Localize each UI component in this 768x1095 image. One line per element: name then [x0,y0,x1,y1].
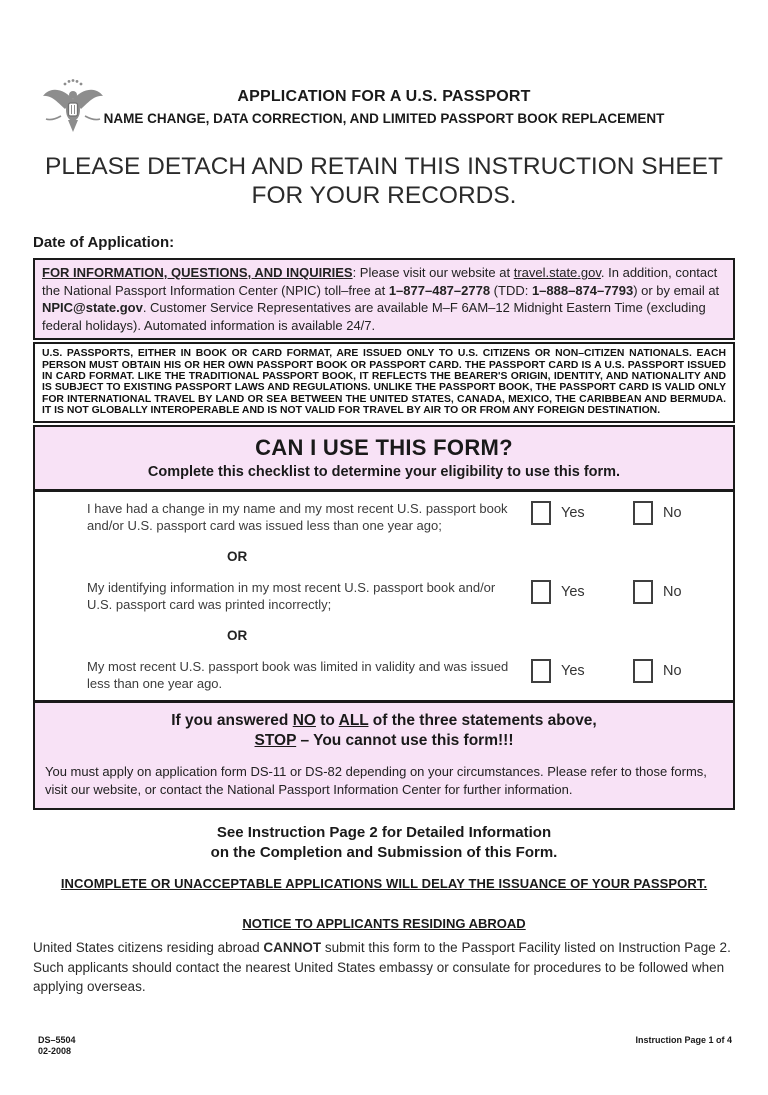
see-instruction-line1: See Instruction Page 2 for Detailed Information [216,824,552,842]
detach-heading-line1: PLEASE DETACH AND RETAIN THIS INSTRUCTION SHEET [45,153,723,180]
stop-text: If you answered [171,712,293,730]
info-text: (TDD: [490,282,532,298]
choices [531,580,713,604]
see-instruction-heading [33,823,735,863]
abroad-text: United States citizens residing abroad [33,940,264,956]
no-label: No [663,584,682,601]
alternate-forms-note: You must apply on application form DS-11 or DS-82 depending on your circumstances. Please refer to those forms, visit our website, or contact the National Passport Information Center for further information. [45,764,707,798]
no-word: NO [292,712,316,730]
form-identifier [38,1035,76,1057]
yes-choice [531,501,619,525]
statement-limited-validity: My most recent U.S. passport book was limited in validity and was issued less than one year ago. [87,659,509,692]
stop-heading-line2 [45,731,723,751]
eligibility-title: CAN I USE THIS FORM? [255,435,513,461]
yes-checkbox[interactable] [531,580,551,604]
yes-checkbox[interactable] [531,501,551,525]
no-label: No [663,505,682,522]
no-checkbox[interactable] [633,580,653,604]
eligibility-subtitle: Complete this checklist to determine your eligibility to use this form. [147,464,621,481]
choices [531,659,713,683]
no-choice [633,501,713,525]
all-word: ALL [338,712,369,730]
abroad-notice-paragraph [33,938,735,997]
info-text: . Customer Service Representatives are available M–F 6AM–12 Midnight Eastern Time (excluding federal holidays). Automated information is available 24/7. [42,300,706,333]
no-choice [633,659,713,683]
stop-heading [45,711,723,750]
form-subtitle: NAME CHANGE, DATA CORRECTION, AND LIMITED PASSPORT BOOK REPLACEMENT [103,111,665,126]
phone-toll-free: 1–877–487–2778 [388,282,491,298]
eligibility-header [35,427,733,492]
yes-checkbox[interactable] [531,659,551,683]
stop-text: – You cannot use this form!!! [296,731,514,749]
detach-heading-line2: FOR YOUR RECORDS. [251,182,517,209]
checklist-row [87,658,713,692]
page-footer [38,1035,732,1057]
yes-label: Yes [561,584,585,601]
instruction-sheet [33,74,735,997]
info-lead: FOR INFORMATION, QUESTIONS, AND INQUIRIES [42,265,353,280]
contact-info-box [33,258,735,340]
stop-box [35,703,733,808]
passport-format-notice: U.S. PASSPORTS, EITHER IN BOOK OR CARD FORMAT, ARE ISSUED ONLY TO U.S. CITIZENS OR NON–CITIZEN NATIONALS. EACH PERSON MUST OBTAIN HIS OR HER OWN PASSPORT BOOK OR PASSPORT CARD. THE PASSPORT CARD IS A U.S. PASSPORT ISSUED IN CARD FORMAT. LIKE THE TRADITIONAL PASSPORT BOOK, IT REFLECTS THE BEARER'S ORIGIN, IDENTITY, AND NATIONALITY AND IS SUBJECT TO EXISTING PASSPORT LAWS AND REGULATIONS. UNLIKE THE PASSPORT BOOK, THE PASSPORT CARD IS VALID ONLY FOR INTERNATIONAL TRAVEL BY LAND OR SEA BETWEEN THE UNITED STATES, CANADA, MEXICO, THE CARIBBEAN AND BERMUDA. IT IS NOT GLOBALLY INTEROPERABLE AND IS NOT VALID FOR TRAVEL BY AIR TO OR FROM ANY FOREIGN DESTINATION. [33,342,735,423]
no-checkbox[interactable] [633,659,653,683]
checklist-row [87,500,713,534]
info-text: : Please visit our website at [352,265,514,280]
abroad-text: submit this form to the Passport Facility listed on Instruction Page 2. Such applicants should contact the nearest United States embassy or consulate for procedures to be followed when applying overseas. [33,940,731,995]
delay-warning: INCOMPLETE OR UNACCEPTABLE APPLICATIONS WILL DELAY THE ISSUANCE OF YOUR PASSPORT. [60,876,708,892]
eligibility-checklist [35,492,733,703]
stop-heading-line1 [45,711,723,731]
form-title: APPLICATION FOR A U.S. PASSPORT [237,88,531,105]
yes-choice [531,659,619,683]
see-instruction-line2: on the Completion and Submission of this Form. [210,844,558,862]
statement-name-change: I have had a change in my name and my most recent U.S. passport book and/or U.S. passport card was issued less than one year ago; [87,501,508,534]
no-label: No [663,663,682,680]
page-number-label: Instruction Page 1 of 4 [635,1035,732,1045]
email-address: NPIC@state.gov [42,300,143,316]
statement-data-correction: My identifying information in my most recent U.S. passport book and/or U.S. passport card was printed incorrectly; [87,580,496,613]
or-separator: OR [227,628,248,644]
header [33,74,735,146]
date-of-application-label: Date of Application: [33,234,175,251]
no-choice [633,580,713,604]
detach-heading [33,152,735,210]
cannot-word: CANNOT [263,940,322,956]
or-separator: OR [227,549,248,565]
info-text: . In addition, contact the National Passport Information Center (NPIC) toll–free at [42,265,718,298]
stop-text: to [315,712,339,730]
form-number: DS–5504 [38,1035,76,1045]
phone-tdd: 1–888–874–7793 [531,282,634,298]
abroad-notice-heading: NOTICE TO APPLICANTS RESIDING ABROAD [242,916,526,932]
website-link[interactable]: travel.state.gov [513,265,601,280]
yes-choice [531,580,619,604]
checklist-row [87,579,713,613]
choices [531,501,713,525]
yes-label: Yes [561,663,585,680]
stop-word: STOP [254,731,297,749]
no-checkbox[interactable] [633,501,653,525]
info-text: ) or by email at [633,282,720,298]
great-seal-icon [38,76,108,145]
yes-label: Yes [561,505,585,522]
eligibility-section [33,425,735,810]
form-revision-date: 02-2008 [38,1046,72,1056]
stop-text: of the three statements above, [368,712,597,730]
